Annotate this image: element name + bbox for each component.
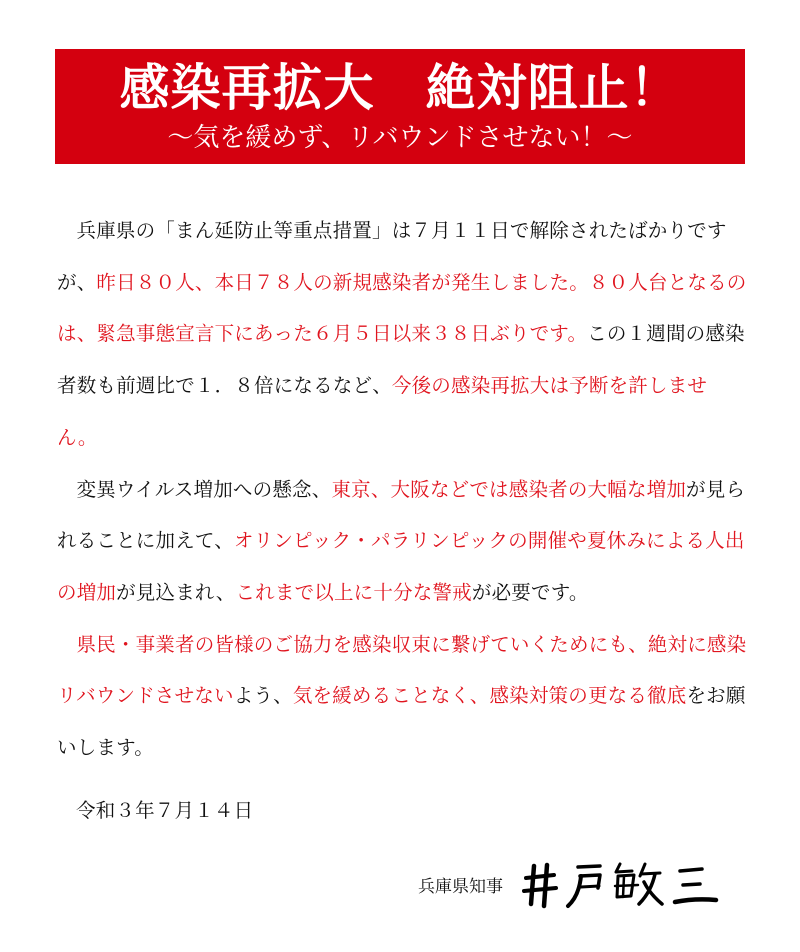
paragraph-2-text: が必要です。 <box>471 580 589 604</box>
message-body <box>57 205 747 774</box>
paragraph-2-text: が見られることに加えて、 <box>57 477 746 553</box>
banner-title: 感染再拡大 絶対阻止！ <box>119 59 681 117</box>
issue-date: 令和３年７月１４日 <box>76 799 254 822</box>
paragraph-3-highlight: 県民・事業者の皆様のご協力を感染収束に繋げていくためにも、絶対に感染リバウンドさせない <box>57 632 747 708</box>
governor-title: 兵庫県知事 <box>418 877 503 897</box>
paragraph-3 <box>57 619 747 774</box>
banner-subtitle: ～気を緩めず、リバウンドさせない！～ <box>167 123 633 153</box>
paragraph-3-highlight: 気を緩めることなく、感染対策の更なる徹底 <box>292 684 687 708</box>
paragraph-2-text: が見込まれ、 <box>116 580 236 604</box>
headline-banner <box>55 49 745 164</box>
paragraph-3-text: をお願いします。 <box>57 684 746 760</box>
paragraph-2-text: 変異ウイルス増加への懸念、 <box>76 477 332 501</box>
paragraph-2-highlight: これまで以上に十分な警戒 <box>235 580 472 604</box>
paragraph-2-highlight: 東京、大阪などでは感染者の大幅な増加 <box>331 477 687 501</box>
paragraph-1-text: 兵庫県の「まん延防止等重点措置」は７月１１日で解除されたばかりですが、 <box>57 219 727 294</box>
handwritten-signature <box>520 858 720 914</box>
paragraph-3-text: よう、 <box>233 684 293 708</box>
paragraph-1-highlight: 昨日８０人、本日７８人の新規感染者が発生しました。８０人台となるのは、緊急事態宣言下にあった６月５日以来３８日ぶりです。 <box>57 270 747 346</box>
paragraph-2-highlight: オリンピック・パラリンピックの開催や夏休みによる人出の増加 <box>57 529 745 604</box>
paragraph-1-highlight: 今後の感染再拡大は予断を許しません。 <box>57 374 708 449</box>
paragraph-2 <box>57 464 747 619</box>
paragraph-1-text: この１週間の感染者数も前週比で１．８倍になるなど、 <box>57 322 745 398</box>
paragraph-1 <box>57 205 747 464</box>
